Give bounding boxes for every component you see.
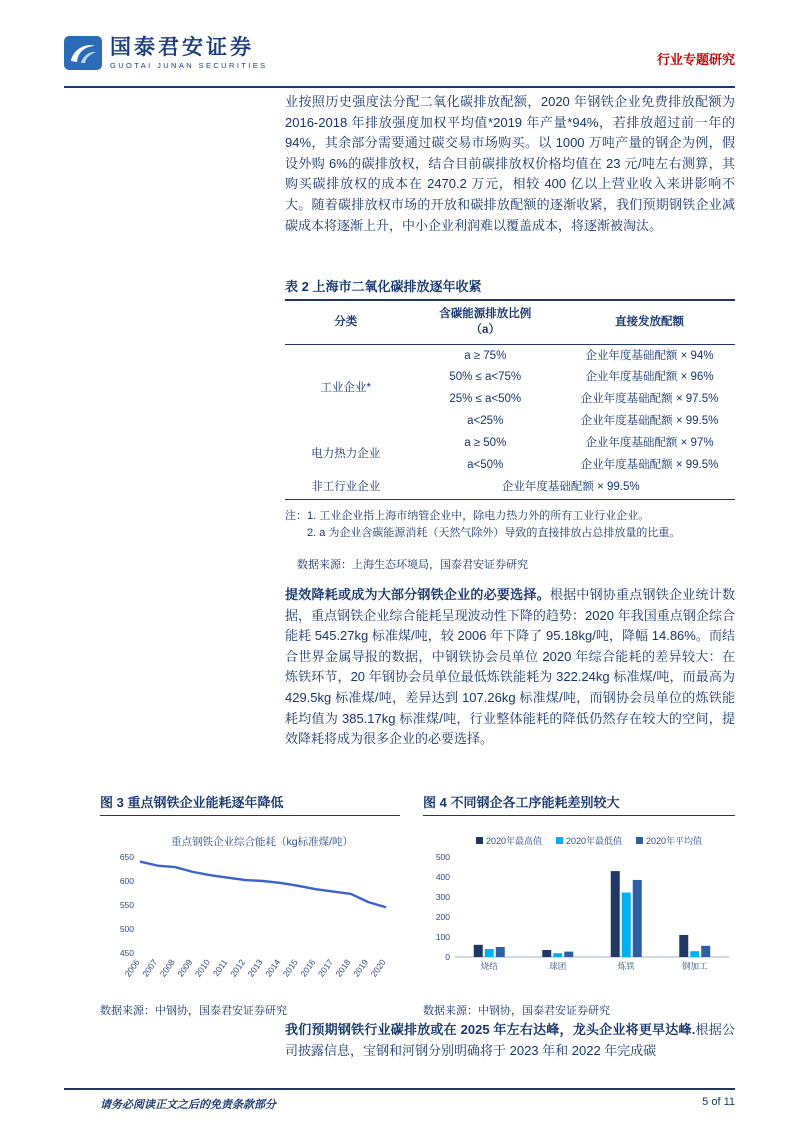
brand-text — [110, 36, 268, 70]
cell-quota: 企业年度基础配额 × 94% — [585, 349, 714, 362]
cell-ratio: a<25% — [467, 415, 504, 428]
page-number: 5 of 11 — [702, 1096, 735, 1108]
cell-quota: 企业年度基础配额 × 99.5% — [580, 459, 719, 472]
body-paragraph-1: 业按照历史强度法分配二氧化碳排放配额，2020 年钢铁企业免费排放配额为 2016-2018 年排放强度加权平均值*2019 年产量*94%，若排放超过前一年的 94%，其余部分需要通过碳交易市场购买。以 1000 万吨产量的钢企为例，假设外购 6%的碳排放权，结合目前碳排放权价格均值在 23 元/吨左右测算，其购买碳排放权的成本在 2470.2 万元，相较 400 亿以上营业收入来讲影响不大。随着碳排放权市场的开放和碳排放配额的逐渐收紧，我们预期钢铁企业减碳成本将逐渐上升，中小企业利润难以覆盖成本，将逐渐被淘汰。 — [285, 94, 735, 233]
closing-rest: 根据公司披露信息，宝钢和河钢分别明确将于 2023 年和 2022 年完成碳 — [285, 1022, 735, 1058]
col-header-ratio — [407, 301, 565, 345]
svg-text:2009: 2009 — [175, 957, 195, 979]
table2-block — [285, 276, 735, 572]
table-row — [285, 345, 735, 367]
svg-text:球团: 球团 — [549, 961, 567, 971]
cell-ratio: a<50% — [467, 459, 504, 472]
table-source: 数据来源：上海生态环境局，国泰君安证券研究 — [297, 558, 528, 571]
cell-category-nonindustrial: 非工行业企业 — [311, 481, 381, 494]
svg-text:2020: 2020 — [368, 957, 388, 979]
svg-text:2013: 2013 — [245, 957, 265, 979]
col-header-ratio-line2: （a） — [470, 323, 500, 336]
legend-swatch-icon — [636, 837, 643, 844]
body-paragraph-2 — [285, 585, 735, 750]
report-type-label: 行业专题研究 — [656, 52, 735, 68]
svg-text:450: 450 — [119, 948, 134, 958]
legend-item: 2020年最高值 — [476, 834, 542, 847]
legend-swatch-icon — [476, 837, 483, 844]
brand-block — [64, 36, 268, 70]
svg-text:2011: 2011 — [210, 957, 230, 979]
svg-text:钢加工: 钢加工 — [681, 961, 708, 971]
cell-quota-fullspan: 企业年度基础配额 × 99.5% — [501, 481, 640, 494]
brand-name-cn: 国泰君安证券 — [110, 36, 254, 59]
table-notes — [285, 508, 735, 542]
svg-text:550: 550 — [119, 900, 134, 910]
legend-swatch-icon — [556, 837, 563, 844]
svg-text:2015: 2015 — [280, 957, 300, 979]
col-header-quota: 直接发放配额 — [564, 301, 735, 345]
fig4-legend — [443, 834, 735, 847]
svg-text:100: 100 — [435, 932, 450, 942]
cell-quota: 企业年度基础配额 × 99.5% — [580, 415, 719, 428]
fig3-line-chart — [100, 851, 400, 987]
svg-text:2006: 2006 — [122, 957, 142, 979]
header-divider — [64, 86, 735, 88]
table-header-row — [285, 301, 735, 345]
svg-text:200: 200 — [435, 912, 450, 922]
svg-text:400: 400 — [435, 872, 450, 882]
cell-quota: 企业年度基础配额 × 97% — [585, 437, 714, 450]
cell-quota: 企业年度基础配额 × 97.5% — [580, 393, 719, 406]
page-header — [64, 36, 735, 70]
table-note-1: 注：1. 工业企业指上海市纳管企业中，除电力热力外的所有工业行业企业。 — [285, 509, 650, 522]
cell-category-power: 电力热力企业 — [311, 448, 381, 461]
figure-4-chart — [423, 830, 735, 992]
svg-text:2016: 2016 — [298, 957, 318, 979]
figure-3-chart — [100, 830, 400, 992]
cell-ratio: a ≥ 75% — [464, 349, 507, 362]
footer-divider — [64, 1088, 735, 1090]
svg-text:2017: 2017 — [315, 957, 335, 979]
figures-row — [100, 792, 735, 1018]
table-note-2: 2. a 为企业含碳能源消耗（天然气除外）导致的直接排放占总排放量的比重。 — [307, 526, 681, 539]
cell-category-industrial: 工业企业* — [320, 382, 371, 395]
legend-item: 2020年最低值 — [556, 834, 622, 847]
cell-quota: 企业年度基础配额 × 96% — [585, 371, 714, 384]
fig4-bar-chart — [423, 851, 735, 975]
page-footer — [100, 1096, 735, 1112]
svg-text:2019: 2019 — [351, 957, 371, 979]
figure-4 — [423, 792, 735, 1018]
svg-text:650: 650 — [119, 852, 134, 862]
svg-text:300: 300 — [435, 892, 450, 902]
closing-lead: 我们预期钢铁行业碳排放或在 2025 年左右达峰，龙头企业将更早达峰. — [285, 1022, 696, 1037]
guotai-junan-logo-icon — [64, 36, 102, 70]
figure-4-caption: 图 4 不同钢企各工序能耗差别较大 — [423, 792, 735, 816]
closing-paragraph — [285, 1020, 735, 1061]
figure-3-source: 数据来源：中钢协，国泰君安证券研究 — [100, 1005, 287, 1017]
cell-ratio: 25% ≤ a<50% — [449, 393, 522, 406]
svg-text:2012: 2012 — [228, 957, 248, 979]
paragraph-2-lead: 提效降耗或成为大部分钢铁企业的必要选择。 — [285, 587, 550, 602]
cell-ratio: 50% ≤ a<75% — [449, 371, 522, 384]
table2-title: 表 2 上海市二氧化碳排放逐年收紧 — [285, 276, 735, 301]
footer-disclaimer: 请务必阅读正文之后的免责条款部分 — [100, 1099, 276, 1111]
svg-text:600: 600 — [119, 876, 134, 886]
col-header-ratio-line1: 含碳能源排放比例 — [439, 308, 532, 320]
col-header-category: 分类 — [285, 301, 407, 345]
paragraph-2-rest: 根据中钢协重点钢铁企业统计数据，重点钢铁企业综合能耗呈现波动性下降的趋势：2020 年我国重点钢企综合能耗 545.27kg 标准煤/吨，较 2006 年下降了 95.18kg/吨，降幅 14.86%。而结合世界金属导报的数据，中钢铁协会员单位 2020 年综合能耗的差异较大：在炼铁环节，20 年钢协会员单位最低炼铁能耗为 322.24kg 标准煤/吨，而最高为 429.5kg 标准煤/吨，差异达到 107.26kg 标准煤/吨，而钢协会员单位的炼铁能耗均值为 385.17kg 标准煤/吨，行业整体能耗的降低仍然存在较大的空间，提效降耗将成为很多企业的必要选择。 — [285, 587, 735, 747]
figure-3 — [100, 792, 400, 1018]
svg-text:烧结: 烧结 — [480, 961, 498, 971]
svg-text:2008: 2008 — [157, 957, 177, 979]
svg-text:500: 500 — [435, 852, 450, 862]
svg-text:炼铁: 炼铁 — [617, 961, 635, 971]
figure-3-caption: 图 3 重点钢铁企业能耗逐年降低 — [100, 792, 400, 816]
line-chart-title: 重点钢铁企业综合能耗（kg标准煤/吨） — [170, 836, 353, 848]
table-row — [285, 477, 735, 499]
svg-text:2018: 2018 — [333, 957, 353, 979]
svg-text:2014: 2014 — [263, 957, 283, 979]
cell-ratio: a ≥ 50% — [464, 437, 507, 450]
svg-text:0: 0 — [445, 952, 450, 962]
emissions-quota-table — [285, 301, 735, 500]
legend-item: 2020年平均值 — [636, 834, 702, 847]
brand-name-en: GUOTAI JUNAN SECURITIES — [110, 61, 268, 71]
figure-4-source: 数据来源：中钢协，国泰君安证券研究 — [423, 1005, 610, 1017]
svg-text:2007: 2007 — [140, 957, 160, 979]
table-row — [285, 433, 735, 455]
svg-text:500: 500 — [119, 924, 134, 934]
svg-text:2010: 2010 — [192, 957, 212, 979]
